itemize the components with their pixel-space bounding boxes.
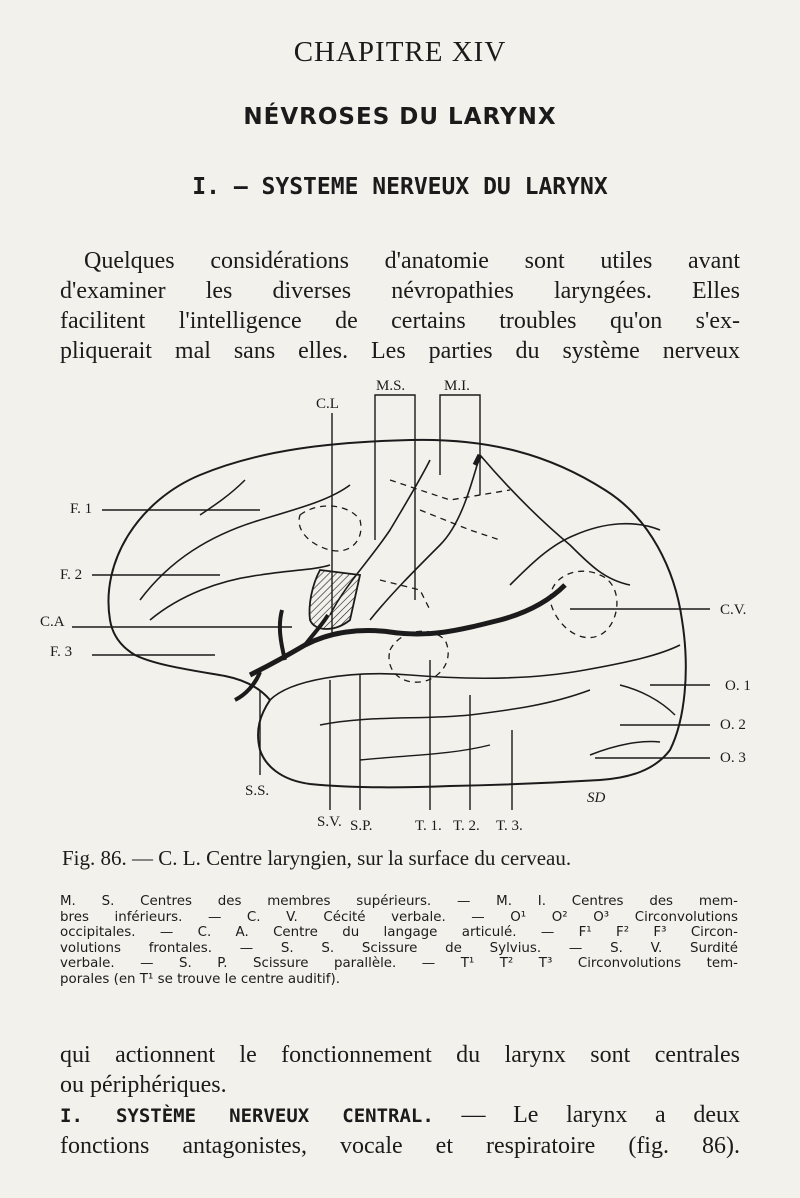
label-f1: F. 1 [70, 501, 93, 517]
sylvian-fissure-branch [475, 455, 480, 465]
label-sp: S.P. [350, 818, 373, 834]
figure-legend [60, 894, 738, 987]
label-t2: T. 2. [453, 818, 480, 834]
dashed-area [550, 571, 617, 637]
closing-line-rest: — Le larynx a deux [433, 1102, 740, 1128]
parietal-sulcus [510, 524, 660, 585]
figure-caption: Fig. 86. — C. L. Centre laryngien, sur la surface du cerveau. [62, 846, 572, 870]
frontal-sulcus [150, 565, 330, 620]
chapter-number: CHAPITRE XIV [293, 36, 507, 68]
label-o1: O. 1 [725, 678, 751, 694]
dashed-area [380, 580, 430, 610]
label-f3: F. 3 [50, 644, 73, 660]
legend-line: porales (en T¹ se trouve le centre auditif). [60, 971, 340, 987]
closing-line: qui actionnent le fonctionnement du larynx sont centrales [60, 1042, 740, 1068]
label-o2: O. 2 [720, 717, 746, 733]
label-sv: S.V. [317, 814, 342, 830]
label-cv: C.V. [720, 602, 747, 618]
temporal-lobe-curve [270, 645, 680, 700]
parietal-sulcus [480, 455, 630, 585]
intro-line: pliquerait mal sans elles. Les parties du système nerveux [60, 338, 740, 364]
closing-line: fonctions antagonistes, vocale et respiratoire (fig. 86). [60, 1133, 740, 1159]
brain-outline [108, 440, 685, 787]
occipital-sulcus [590, 742, 660, 755]
closing-line [60, 1100, 740, 1131]
intro-line: facilitent l'intelligence de certains troubles qu'on s'ex- [60, 308, 740, 334]
occipital-sulcus [620, 685, 675, 715]
sylvian-fissure [250, 585, 565, 675]
label-ms: M.S. [376, 378, 406, 394]
legend-line: bres inférieurs. — C. V. Cécité verbale. — O¹ O² O³ Circonvolutions [60, 909, 738, 925]
sylvian-fissure-branch [235, 672, 260, 700]
central-sulcus [370, 455, 480, 620]
chapter-title: NÉVROSES DU LARYNX [243, 104, 557, 130]
legend-line: volutions frontales. — S. S. Scissure de Sylvius. — S. V. Surdité [60, 940, 738, 956]
sylvian-fissure-branch [280, 610, 285, 660]
label-ss: S.S. [245, 783, 270, 799]
label-cl: C.L [316, 396, 339, 412]
label-t1: T. 1. [415, 818, 442, 834]
brain-figure [30, 370, 780, 840]
label-f2: F. 2 [60, 567, 83, 583]
label-mi: M.I. [444, 378, 470, 394]
intro-line: d'examiner les diverses névropathies laryngées. Elles [60, 278, 740, 304]
label-o3: O. 3 [720, 750, 746, 766]
closing-line: ou périphériques. [60, 1072, 227, 1098]
dashed-area [390, 480, 510, 500]
subsection-title: I. SYSTÈME NERVEUX CENTRAL. [60, 1105, 434, 1127]
legend-line: occipitales. — C. A. Centre du langage articulé. — F¹ F² F³ Circon- [60, 925, 738, 940]
legend-line: M. S. Centres des membres supérieurs. — M. I. Centres des mem- [60, 894, 738, 909]
artist-signature: SD [587, 790, 606, 806]
closing-paragraph [60, 1040, 740, 1161]
label-ca: C.A [40, 614, 65, 630]
legend-line: verbale. — S. P. Scissure parallèle. — T¹ T² T³ Circonvolutions tem- [60, 956, 738, 971]
intro-paragraph [60, 246, 740, 366]
intro-line: Quelques considérations d'anatomie sont utiles avant [84, 248, 740, 274]
section-title: I. — SYSTEME NERVEUX DU LARYNX [192, 174, 608, 200]
dashed-area [299, 506, 361, 551]
laryngeal-centre-area [309, 570, 360, 629]
label-t3: T. 3. [496, 818, 523, 834]
